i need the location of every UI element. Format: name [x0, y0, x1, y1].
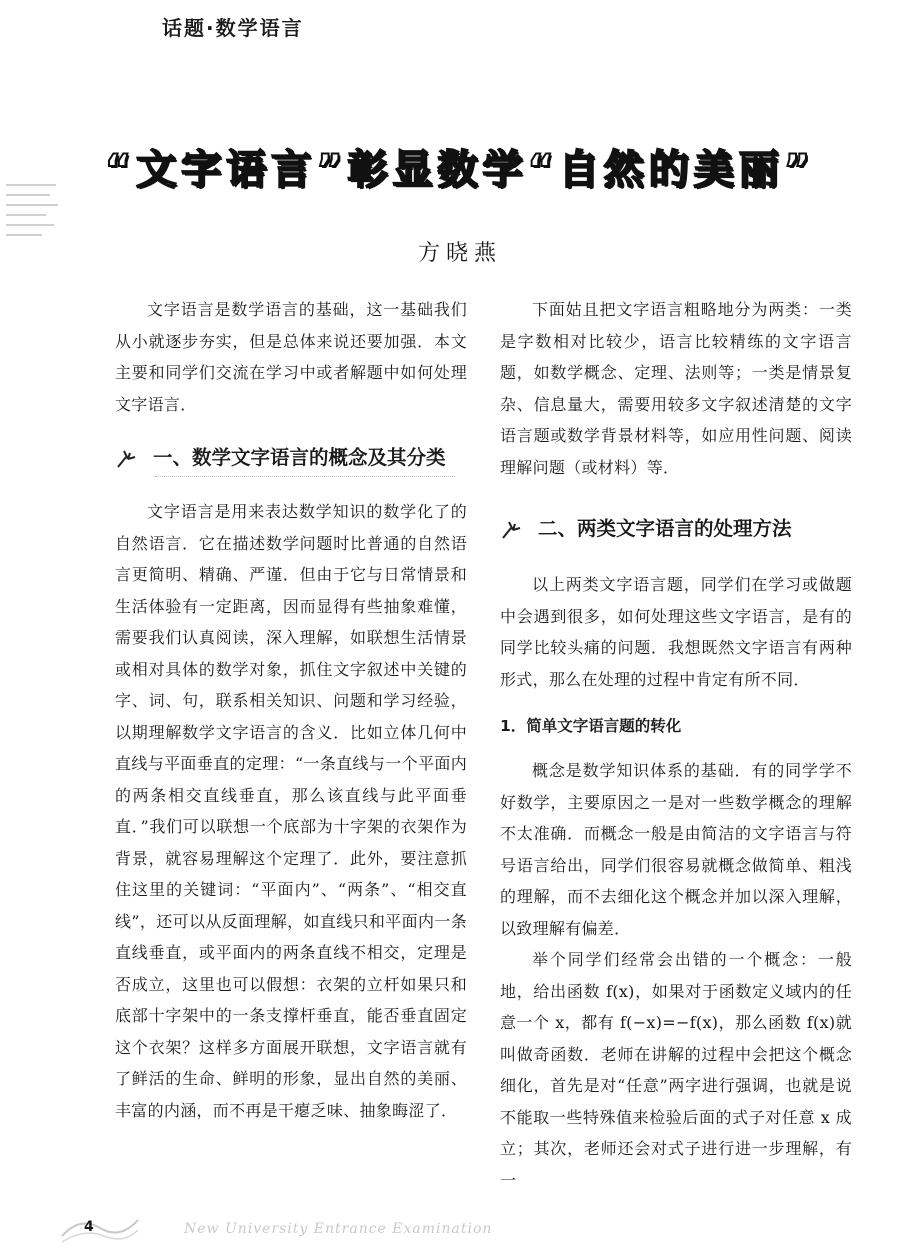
margin-decoration — [2, 180, 62, 260]
footer-decoration — [60, 1206, 140, 1246]
article-title: “文字语言”彰显数学“自然的美丽” — [104, 147, 816, 193]
left-column — [115, 294, 467, 1126]
classification-paragraph: 下面姑且把文字语言粗略地分为两类：一类是字数相对比较少，语言比较精练的文字语言题，如数学概念、定理、法则等；一类是情景复杂、信息量大，需要用较多文字叙述清楚的文字语言题或数学背景材料等，如应用性问题、阅读理解问题（或材料）等． — [500, 300, 852, 477]
sparkle-icon — [115, 447, 139, 471]
section-1-paragraph: 文字语言是用来表达数学知识的数学化了的自然语言．它在描述数学问题时比普通的自然语言更简明、精确、严谨．但由于它与日常情景和生活体验有一定距离，因而显得有些抽象难懂，需要我们认真阅读，深入理解，如联想生活情景或相对具体的数学对象，抓住文字叙述中关键的字、词、句，联系相关知识、问题和学习经验，以期理解数学文字语言的含义．比如立体几何中直线与平面垂直的定理：“一条直线与一个平面内的两条相交直线垂直，那么该直线与此平面垂直．”我们可以联想一个底部为十字架的衣架作为背景，就容易理解这个定理了．此外，要注意抓住这里的关键词：“平面内”、“两条”、“相交直线”，还可以从反面理解，如直线只和平面内一条直线垂直，或平面内的两条直线不相交，定理是否成立，这里也可以假想：衣架的立杆如果只和底部十字架中的一条支撑杆垂直，能否垂直固定这个衣架？这样多方面展开联想，文字语言就有了鲜活的生命、鲜明的形象，显出自然的美丽、丰富的内涵，而不再是干瘪乏味、抽象晦涩了． — [115, 502, 467, 1120]
column-tag: 话题·数学语言 — [162, 16, 304, 40]
article-author: 方晓燕 — [417, 241, 502, 266]
section-2-heading — [500, 513, 852, 545]
subsection-1-heading: 1．简单文字语言题的转化 — [500, 717, 682, 735]
section-1-heading-text: 一、数学文字语言的概念及其分类 — [153, 446, 446, 469]
example-paragraph: 举个同学们经常会出错的一个概念：一般地，给出函数 f(x)，如果对于函数定义域内的任意一个 x，都有 f(−x)=−f(x)，那么函数 f(x)就叫做奇函数．老师在讲解的过程中会把这个概念细化，首先是对“任意”两字进行强调，也就是说不能取一些特殊值来检验后面的式子对任意 x 成立；其次，老师还会对式子进行进一步理解，有一 — [500, 950, 852, 1190]
page-number: 4 — [84, 1219, 94, 1235]
intro-paragraph: 文字语言是数学语言的基础，这一基础我们从小就逐步夯实，但是总体来说还要加强．本文主要和同学们交流在学习中或者解题中如何处理文字语言． — [115, 300, 467, 414]
sparkle-icon — [500, 518, 524, 542]
concept-paragraph: 概念是数学知识体系的基础．有的同学学不好数学，主要原因之一是对一些数学概念的理解不太准确．而概念一般是由简洁的文字语言与符号语言给出，同学们很容易就概念做简单、粗浅的理解，而不去细化这个概念并加以深入理解，以致理解有偏差． — [500, 761, 852, 938]
right-column — [500, 294, 852, 1196]
section-1-heading — [115, 442, 467, 474]
magazine-name: New University Entrance Examination — [184, 1221, 493, 1237]
section-2-paragraph: 以上两类文字语言题，同学们在学习或做题中会遇到很多，如何处理这些文字语言，是有的同学比较头痛的问题．我想既然文字语言有两种形式，那么在处理的过程中肯定有所不同． — [500, 575, 852, 689]
section-2-heading-text: 二、两类文字语言的处理方法 — [538, 517, 792, 540]
